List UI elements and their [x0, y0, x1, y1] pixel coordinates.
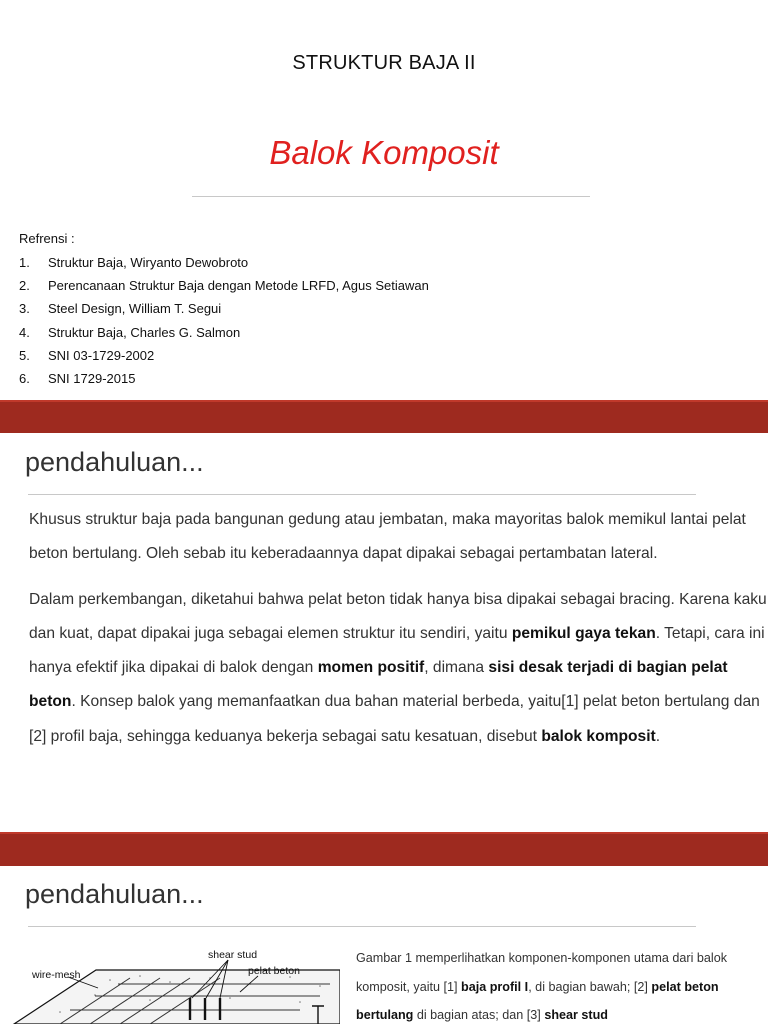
paragraph-text: , di bagian bawah; [2]: [528, 979, 652, 994]
emphasis-text: baja profil I: [461, 979, 529, 994]
reference-number: 5.: [19, 347, 30, 363]
reference-item: [19, 274, 429, 297]
emphasis-text: pemikul gaya tekan: [511, 624, 656, 642]
emphasis-text: shear stud: [544, 1008, 609, 1023]
emphasis-text: sisi desak terjadi di bagian pelat beton: [29, 659, 728, 711]
slide-subtitle: Balok Komposit: [269, 134, 499, 171]
title-divider: [192, 196, 590, 197]
slide-heading: pendahuluan...: [25, 879, 204, 909]
reference-text: Struktur Baja, Charles G. Salmon: [48, 324, 241, 340]
composite-beam-figure: [0, 940, 340, 1024]
slide-divider: [0, 400, 768, 433]
reference-text: Perencanaan Struktur Baja dengan Metode LRFD, Agus Setiawan: [48, 278, 429, 294]
title-slide: [0, 0, 768, 400]
label-shear-stud: shear stud: [208, 949, 258, 961]
reference-text: Struktur Baja, Wiryanto Dewobroto: [48, 255, 249, 270]
paragraph-text: . Tetapi, cara ini hanya efektif jika dipakai di balok dengan: [29, 624, 765, 677]
paragraph-text: .: [655, 727, 661, 745]
reference-item: [19, 251, 429, 274]
figure-description: [356, 944, 761, 1030]
paragraph-text: , dimana: [424, 659, 489, 677]
composite-beam-drawing: [0, 940, 340, 1024]
paragraph-text: Dalam perkembangan, diketahui bahwa pelat beton tidak hanya bisa dipakai sebagai bracing. Karena kaku dan kuat, dapat dipakai juga sebagai elemen struktur itu sendiri, yaitu: [29, 590, 767, 642]
reference-text: SNI 03-1729-2002: [48, 347, 155, 363]
reference-number: 2.: [19, 278, 30, 294]
reference-number: 6.: [19, 371, 30, 387]
reference-item: [19, 321, 429, 344]
paragraph: Khusus struktur baja pada bangunan gedung atau jembatan, maka mayoritas balok memikul lantai pelat beton bertulang. Oleh sebab itu keberadaannya dapat dipakai sebagai pertambatan lateral.: [29, 511, 746, 563]
paragraph-text: Gambar 1 memperlihatkan komponen-komponen utama dari balok komposit, yaitu [1]: [356, 951, 728, 994]
heading-underline: [28, 926, 696, 927]
slide-heading: pendahuluan...: [25, 447, 204, 477]
paragraph: [29, 583, 768, 754]
paragraph-text: di bagian atas; dan [3]: [413, 1008, 545, 1023]
paragraph-text: . Konsep balok yang memanfaatkan dua bahan material berbeda, yaitu[1] pelat beton bertulang dan [2] profil baja, sehingga keduanya bekerja sebagai satu kesatuan, disebut: [29, 693, 760, 745]
heading-underline: [28, 494, 696, 495]
course-title: STRUKTUR BAJA II: [292, 52, 476, 74]
reference-list: [19, 229, 429, 390]
reference-item: [19, 344, 429, 367]
reference-item: [19, 297, 429, 320]
slide-divider: [0, 832, 768, 866]
reference-heading: Refrensi :: [19, 231, 75, 246]
reference-text: Steel Design, William T. Segui: [48, 301, 222, 317]
slide-body: [29, 503, 768, 754]
label-pelat-beton: pelat beton: [248, 965, 300, 977]
emphasis-text: balok komposit: [541, 727, 656, 745]
reference-number: 4.: [19, 324, 30, 340]
reference-number: 1.: [19, 255, 30, 270]
reference-item: [19, 367, 429, 390]
emphasis-text: momen positif: [317, 659, 425, 677]
label-wire-mesh: wire-mesh: [32, 969, 81, 981]
emphasis-text: pelat beton bertulang: [356, 979, 719, 1023]
reference-text: SNI 1729-2015: [48, 371, 136, 387]
reference-number: 3.: [19, 301, 30, 317]
